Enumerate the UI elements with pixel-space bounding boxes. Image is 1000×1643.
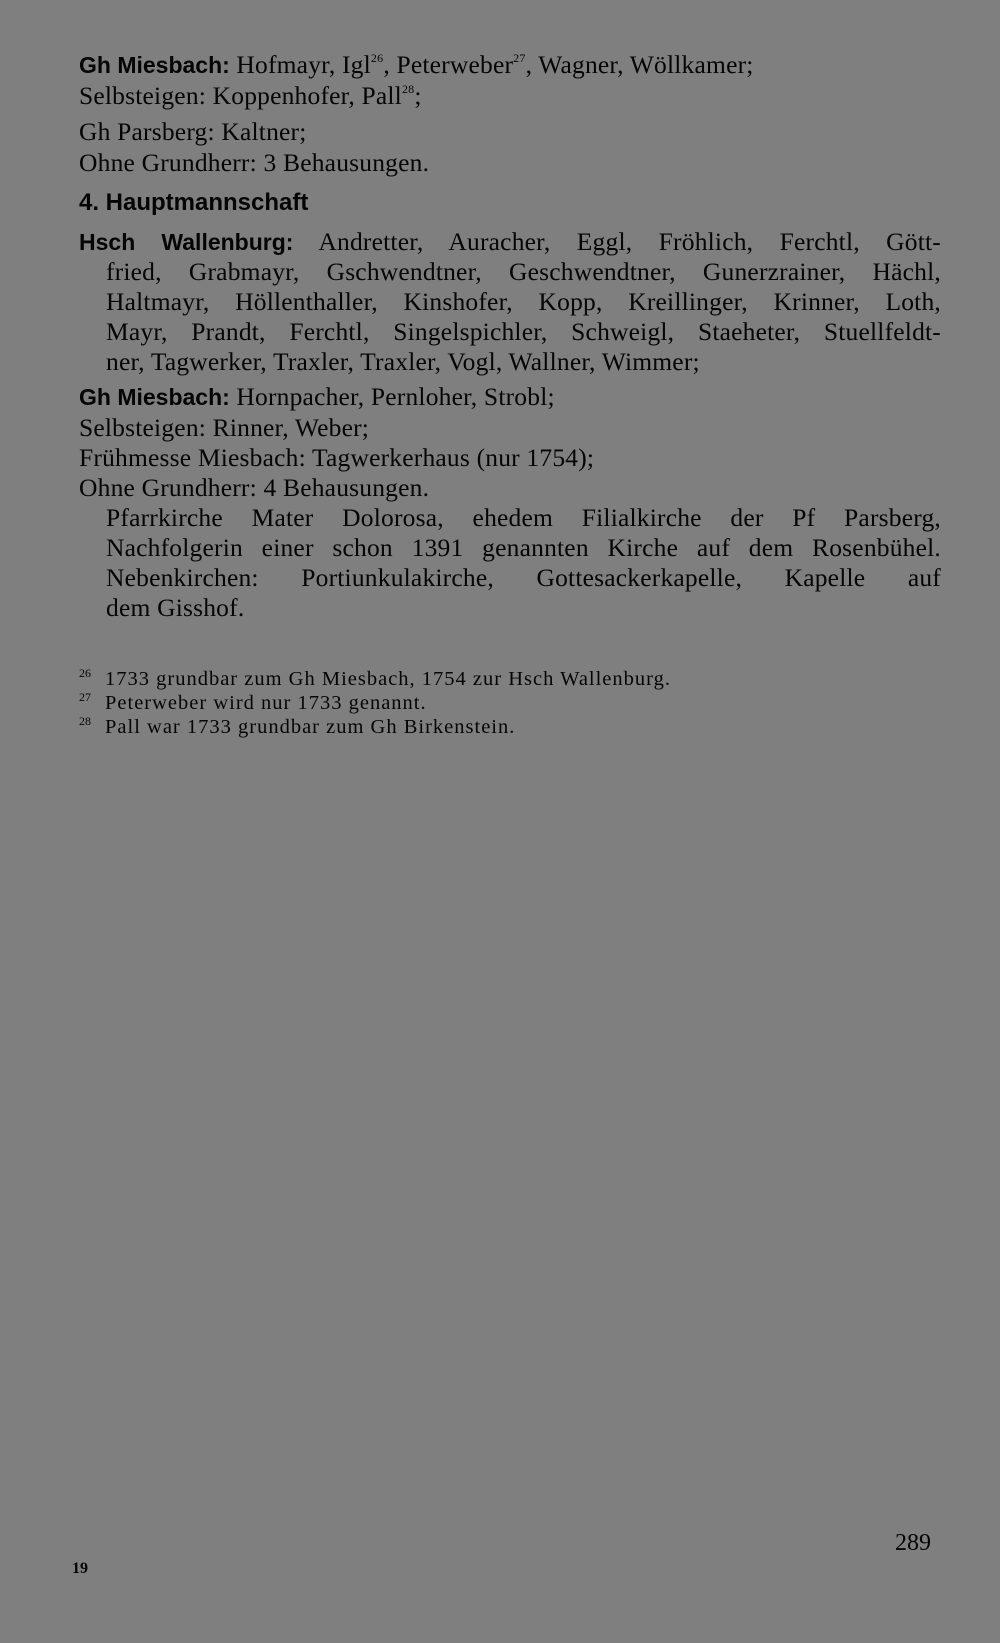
entry-continuation: Mayr, Prandt, Ferchtl, Singelspichler, Schweigl, Staeheter, Stuellfeldt- <box>106 317 941 346</box>
entry-lead: Gh Miesbach: <box>79 384 230 410</box>
entry-lead: Gh Miesbach: <box>79 52 230 78</box>
entry-text: Hornpacher, Pernloher, Strobl; <box>229 382 555 411</box>
entry-ohne-grundherr-2: Ohne Grundherr: 4 Behausungen. <box>79 473 430 502</box>
footnote <box>79 709 515 740</box>
footnote-number: 28 <box>79 714 91 728</box>
entry-hsch-wallenburg <box>79 227 941 257</box>
footnote-text: Peterweber wird nur 1733 genannt. <box>105 692 427 714</box>
entry-text: Hofmayr, Igl <box>229 50 371 79</box>
entry-gh-miesbach-2 <box>79 382 555 412</box>
entry-text: ; <box>414 81 422 110</box>
entry-text: , Wagner, Wöllkamer; <box>525 50 754 79</box>
footnote-text: Pall war 1733 grundbar zum Gh Birkenstein. <box>105 716 516 738</box>
entry-text: Andretter, Auracher, Eggl, Fröhlich, Ferchtl, Gött- <box>293 227 941 256</box>
footnote-ref: 27 <box>513 51 526 65</box>
section-heading: 4. Hauptmannschaft <box>79 189 309 216</box>
entry-gh-miesbach-1 <box>79 50 754 80</box>
entry-continuation: ner, Tagwerker, Traxler, Traxler, Vogl, Wallner, Wimmer; <box>106 347 700 376</box>
entry-selbsteigen-2: Selbsteigen: Rinner, Weber; <box>79 413 370 442</box>
entry-continuation: Haltmayr, Höllenthaller, Kinshofer, Kopp, Kreillinger, Krinner, Loth, <box>106 287 941 316</box>
church-line: Nachfolgerin einer schon 1391 genannten Kirche auf dem Rosenbühel. <box>106 533 941 562</box>
church-line: dem Gisshof. <box>106 593 245 622</box>
entry-gh-parsberg: Gh Parsberg: Kaltner; <box>79 117 307 146</box>
footnote-text: 1733 grundbar zum Gh Miesbach, 1754 zur Hsch Wallenburg. <box>105 668 671 690</box>
entry-ohne-grundherr-1: Ohne Grundherr: 3 Behausungen. <box>79 148 430 177</box>
entry-fruehmesse: Frühmesse Miesbach: Tagwerkerhaus (nur 1754); <box>79 443 595 472</box>
footnote-number: 27 <box>79 690 91 704</box>
footnote-ref: 28 <box>401 82 415 96</box>
footnote-ref: 26 <box>370 51 384 65</box>
page-number: 289 <box>895 1530 931 1556</box>
entry-selbsteigen-1 <box>79 81 422 111</box>
footnote-number: 26 <box>79 666 91 680</box>
entry-lead: Hsch Wallenburg: <box>79 229 294 255</box>
church-line: Nebenkirchen: Portiunkulakirche, Gottesackerkapelle, Kapelle auf <box>106 563 941 592</box>
entry-text: Selbsteigen: Koppenhofer, Pall <box>79 81 402 110</box>
church-line: Pfarrkirche Mater Dolorosa, ehedem Filialkirche der Pf Parsberg, <box>106 503 941 532</box>
signature-mark: 19 <box>72 1560 88 1577</box>
entry-text: , Peterweber <box>383 50 514 79</box>
entry-continuation: fried, Grabmayr, Gschwendtner, Geschwendtner, Gunerzrainer, Hächl, <box>106 257 941 286</box>
